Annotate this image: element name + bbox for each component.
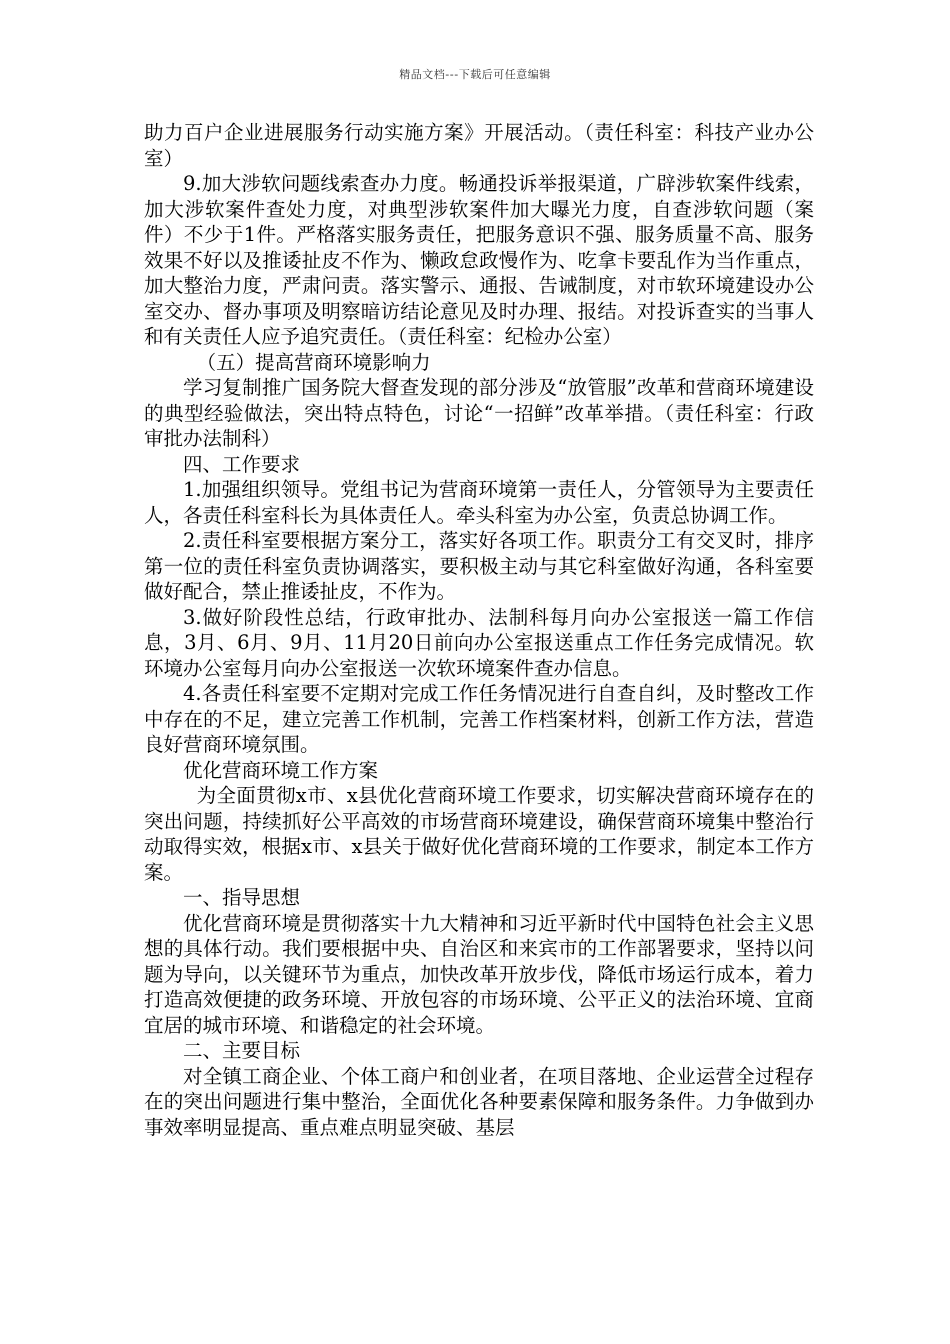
paragraph-requirement-1: 1.加强组织领导。党组书记为营商环境第一责任人，分管领导为主要责任人，各责任科室科长为具体责任人。牵头科室为办公室，负责总协调工作。 <box>144 478 814 527</box>
paragraph-continuation: 助力百户企业进展服务行动实施方案》开展活动。（责任科室：科技产业办公室） <box>144 121 814 170</box>
paragraph-requirement-3: 3.做好阶段性总结，行政审批办、法制科每月向办公室报送一篇工作信息，3月、6月、9月、11月20日前向办公室报送重点工作任务完成情况。软环境办公室每月向办公室报送一次软环境案件查办信息。 <box>144 605 814 680</box>
page-header: 精品文档---下载后可任意编辑 <box>399 68 551 81</box>
paragraph-section-5: 学习复制推广国务院大督查发现的部分涉及“放管服”改革和营商环境建设的典型经验做法，突出特点特色，讨论“一招鲜”改革举措。（责任科室：行政审批办法制科） <box>144 376 814 450</box>
paragraph-plan-intro: 为全面贯彻x市、x县优化营商环境工作要求，切实解决营商环境存在的突出问题，持续抓好公平高效的市场营商环境建设，确保营商环境集中整治行动取得实效，根据x市、x县关于做好优化营商环境的工作要求，制定本工作方案。 <box>144 784 814 884</box>
section-heading-5: （五）提高营商环境影响力 <box>196 350 431 374</box>
paragraph-item-9: 9.加大涉软问题线索查办力度。畅通投诉举报渠道，广辟涉软案件线索，加大涉软案件查处力度，对典型涉软案件加大曝光力度，自查涉软问题（案件）不少于1件。严格落实服务责任，把服务意识不强、服务质量不高、服务效果不好以及推诿扯皮不作为、懒政怠政慢作为、吃拿卡要乱作为当作重点，加大整治力度，严肃问责。落实警示、通报、告诫制度，对市软环境建设办公室交办、督办事项及明察暗访结论意见及时办理、报结。对投诉查实的当事人和有关责任人应予追究责任。（责任科室：纪检办公室） <box>144 172 814 348</box>
section-heading-guiding-thought: 一、指导思想 <box>183 886 301 909</box>
paragraph-requirement-4: 4.各责任科室要不定期对完成工作任务情况进行自查自纠，及时整改工作中存在的不足，建立完善工作机制，完善工作档案材料，创新工作方法，营造良好营商环境氛围。 <box>144 682 814 756</box>
section-heading-main-goals: 二、主要目标 <box>183 1039 301 1062</box>
document-title-plan: 优化营商环境工作方案 <box>183 758 379 782</box>
section-heading-work-requirements: 四、工作要求 <box>183 452 301 476</box>
paragraph-main-goals: 对全镇工商企业、个体工商户和创业者，在项目落地、企业运营全过程存在的突出问题进行集中整治，全面优化各种要素保障和服务条件。力争做到办事效率明显提高、重点难点明显突破、基层 <box>144 1064 814 1139</box>
document-body <box>144 120 814 1140</box>
paragraph-guiding-thought: 优化营商环境是贯彻落实十九大精神和习近平新时代中国特色社会主义思想的具体行动。我们要根据中央、自治区和来宾市的工作部署要求，坚持以问题为导向，以关键环节为重点，加快改革开放步伐，降低市场运行成本，着力打造高效便捷的政务环境、开放包容的市场环境、公平正义的法治环境、宜商宜居的城市环境、和谐稳定的社会环境。 <box>144 911 814 1037</box>
paragraph-requirement-2: 2.责任科室要根据方案分工，落实好各项工作。职责分工有交叉时，排序第一位的责任科室负责协调落实，要积极主动与其它科室做好沟通，各科室要做好配合，禁止推诿扯皮，不作为。 <box>144 529 814 603</box>
